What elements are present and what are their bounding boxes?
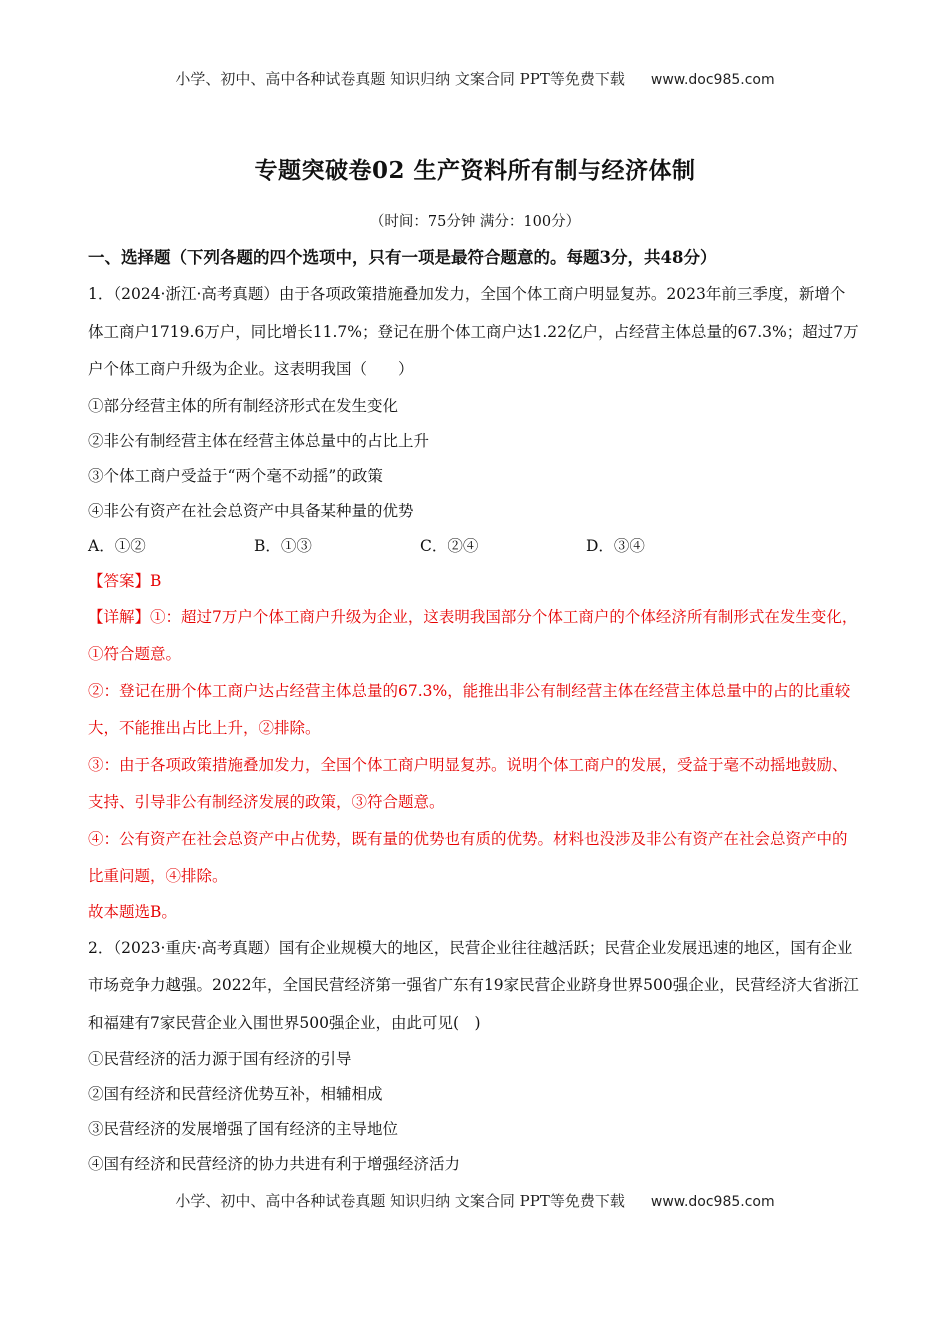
section-heading: 一、选择题（下列各题的四个选项中，只有一项是最符合题意的。每题3分，共48分） (88, 248, 717, 267)
analysis-2: ②：登记在册个体工商户达占经营主体总量的67.3%，能推出非公有制经营主体在经营主体总量中的占的比重较大，不能推出占比上升，②排除。 (88, 681, 851, 737)
question-1-options (88, 529, 860, 564)
document-body (88, 244, 860, 1182)
question-2-item-2: ②国有经济和民营经济优势互补，相辅相成 (88, 1085, 383, 1103)
analysis-conclusion: 故本题选B。 (88, 902, 177, 921)
question-1-item-4: ④非公有资产在社会总资产中具备某种量的优势 (88, 501, 414, 520)
question-2-item-4: ④国有经济和民营经济的协力共进有利于增强经济活力 (88, 1155, 461, 1173)
option-d: D．③④ (586, 536, 645, 555)
document-title: 专题突破卷02 生产资料所有制与经济体制 (254, 157, 696, 184)
exam-info: （时间：75分钟 满分：100分） (369, 214, 581, 230)
footer-url[interactable]: www.doc985.com (650, 1194, 775, 1210)
analysis-3: ③：由于各项政策措施叠加发力，全国个体工商户明显复苏。说明个体工商户的发展，受益于毫不动摇地鼓励、支持、引导非公有制经济发展的政策，③符合题意。 (88, 755, 848, 811)
question-2-stem: 2．（2023·重庆·高考真题）国有企业规模大的地区，民营企业往往越活跃；民营企业发展迅速的地区，国有企业市场竞争力越强。2022年，全国民营经济第一强省广东有19家民营企业跻身世界500强企业，民营经济大省浙江和福建有7家民营企业入围世界500强企业，由此可见( ) (88, 938, 859, 1032)
page-footer (0, 1190, 950, 1211)
question-1-item-3: ③个体工商户受益于“两个毫不动摇”的政策 (88, 466, 383, 485)
analysis-1: 【详解】①：超过7万户个体工商户升级为企业，这表明我国部分个体工商户的个体经济所有制形式在发生变化，①符合题意。 (88, 607, 858, 663)
question-1-stem: 1．（2024·浙江·高考真题）由于各项政策措施叠加发力，全国个体工商户明显复苏。2023年前三季度，新增个体工商户1719.6万户，同比增长11.7%；登记在册个体工商户达1.22亿户，占经营主体总量的67.3%；超过7万户个体工商户升级为企业。这表明我国（ ） (88, 285, 859, 378)
option-b: B．①③ (254, 536, 312, 555)
question-1-item-2: ②非公有制经营主体在经营主体总量中的占比上升 (88, 431, 430, 450)
question-1-item-1: ①部分经营主体的所有制经济形式在发生变化 (88, 396, 399, 415)
page-header (0, 68, 950, 89)
option-c: C．②④ (420, 536, 479, 555)
question-2-item-1: ①民营经济的活力源于国有经济的引导 (88, 1050, 352, 1068)
option-a: A．①② (88, 536, 146, 555)
analysis-4: ④：公有资产在社会总资产中占优势，既有量的优势也有质的优势。材料也没涉及非公有资产在社会总资产中的比重问题，④排除。 (88, 829, 848, 885)
header-text: 小学、初中、高中各种试卷真题 知识归纳 文案合同 PPT等免费下载 (175, 70, 625, 88)
question-1-answer: 【答案】B (88, 571, 162, 590)
header-url[interactable]: www.doc985.com (650, 72, 775, 88)
footer-text: 小学、初中、高中各种试卷真题 知识归纳 文案合同 PPT等免费下载 (175, 1192, 625, 1210)
question-2-item-3: ③民营经济的发展增强了国有经济的主导地位 (88, 1120, 399, 1138)
